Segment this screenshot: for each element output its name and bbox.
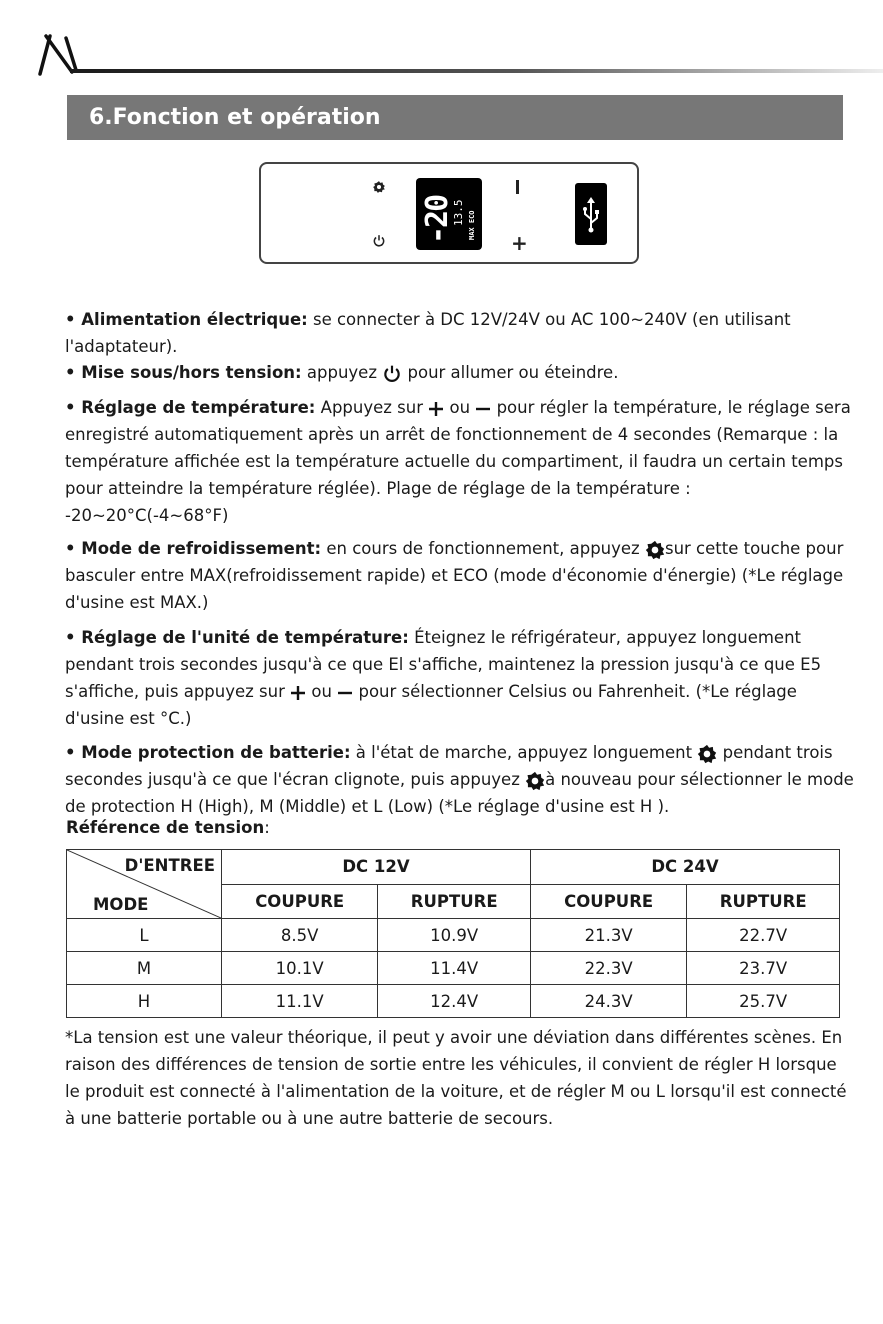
on-off-label: • Mise sous/hors tension xyxy=(65,363,296,382)
power-supply-text: se connecter à DC 12V/24V ou AC 100~240V (en utilisant l'adaptateur). xyxy=(65,310,791,356)
table-row xyxy=(67,985,840,1018)
voltage-table xyxy=(66,849,840,1018)
voltage-reference-title xyxy=(66,818,270,837)
on-off-text: pour allumer ou éteindre. xyxy=(407,363,619,382)
separator: : xyxy=(402,628,409,647)
gear-icon xyxy=(697,744,717,764)
value-cell: 11.1V xyxy=(222,985,378,1018)
value-cell: 24.3V xyxy=(530,985,686,1018)
temp-setting-text: pour régler la température, le réglage sera enregistré automatiquement après un arrêt de fonctionnement de 4 secondes (Remarque : la température affichée est la température actuelle du compartiment, il faudra un certain temps pour atteindre la température réglée). Plage de réglage de la température : -20~20°C(-4~68°F) xyxy=(65,398,851,525)
minus-icon xyxy=(475,401,491,417)
separator: : xyxy=(308,398,316,417)
temp-setting-paragraph xyxy=(65,394,855,529)
unit-setting-paragraph xyxy=(65,624,855,732)
mode-cell: M xyxy=(67,952,222,985)
value-cell: 22.3V xyxy=(530,952,686,985)
value-cell: 12.4V xyxy=(378,985,531,1018)
subheader-cell: COUPURE xyxy=(222,884,378,919)
unit-setting-label: • Réglage de l'unité de température xyxy=(65,628,403,647)
temp-setting-text: Appuyez sur xyxy=(315,398,429,417)
gear-icon xyxy=(525,771,545,791)
usb-icon xyxy=(575,183,607,245)
header-rule xyxy=(70,69,883,73)
section-title: 6.Fonction et opération xyxy=(67,95,843,140)
on-off-paragraph xyxy=(65,359,855,386)
minus-icon xyxy=(337,685,353,701)
separator: : xyxy=(314,539,322,558)
battery-mode-text: à l'état de marche, appuyez longuement xyxy=(350,743,698,762)
gear-icon xyxy=(372,180,386,194)
separator: : xyxy=(301,310,308,329)
gear-icon xyxy=(645,540,665,560)
value-cell: 25.7V xyxy=(687,985,840,1018)
minus-button-mark xyxy=(516,180,519,194)
unit-setting-text: pour sélectionner Celsius ou Fahrenheit. (*Le réglage d'usine est °C.) xyxy=(65,682,797,728)
separator: : xyxy=(295,363,302,382)
separator: : xyxy=(343,743,351,762)
value-cell: 8.5V xyxy=(222,919,378,952)
corner-mode-label: MODE xyxy=(93,895,149,914)
table-row xyxy=(67,919,840,952)
group-header: DC 24V xyxy=(530,850,839,885)
value-cell: 10.9V xyxy=(378,919,531,952)
cooling-mode-label: • Mode de refroidissement xyxy=(65,539,315,558)
on-off-text: appuyez xyxy=(301,363,383,382)
mode-cell: H xyxy=(67,985,222,1018)
power-supply-label: • Alimentation électrique xyxy=(65,310,302,329)
value-cell: 11.4V xyxy=(378,952,531,985)
power-icon xyxy=(372,234,386,248)
lcd-voltage: 13.5 xyxy=(452,199,465,226)
cooling-mode-text: en cours de fonctionnement, appuyez xyxy=(321,539,645,558)
temp-setting-text: ou xyxy=(449,398,476,417)
plus-button-mark: + xyxy=(511,231,528,255)
mode-cell: L xyxy=(67,919,222,952)
battery-mode-text: à nouveau pour sélectionner le mode de protection H (High), M (Middle) et L (Low) (*Le réglage d'usine est H ). xyxy=(65,770,854,816)
unit-setting-text: ou xyxy=(311,682,338,701)
lcd-temperature: -20 xyxy=(420,195,455,244)
battery-mode-paragraph xyxy=(65,739,855,820)
usb-port xyxy=(575,183,607,245)
lcd-display xyxy=(416,178,482,250)
battery-mode-text: pendant trois secondes jusqu'à ce que l'écran clignote, puis appuyez xyxy=(65,743,833,789)
voltage-reference-label: Référence de tension xyxy=(66,818,265,837)
corner-input-label: D'ENTREE xyxy=(124,856,215,875)
value-cell: 21.3V xyxy=(530,919,686,952)
value-cell: 23.7V xyxy=(687,952,840,985)
unit-setting-text: Éteignez le réfrigérateur, appuyez longuement pendant trois secondes jusqu'à ce que El s'affiche, maintenez la pression jusqu'à ce que E5 s'affiche, puis appuyez sur xyxy=(65,628,822,701)
subheader-cell: COUPURE xyxy=(530,884,686,919)
voltage-footnote: *La tension est une valeur théorique, il peut y avoir une déviation dans différentes scènes. En raison des différences de tension de sortie entre les véhicules, il convient de régler H lorsque le produit est connecté à l'alimentation de la voiture, et de régler M ou L lorsqu'il est connecté à une batterie portable ou à une autre batterie de secours. xyxy=(65,1028,847,1128)
separator: : xyxy=(264,818,270,837)
temp-setting-label: • Réglage de température xyxy=(65,398,309,417)
value-cell: 10.1V xyxy=(222,952,378,985)
table-corner-cell xyxy=(67,850,222,919)
group-header: DC 12V xyxy=(222,850,531,885)
value-cell: 22.7V xyxy=(687,919,840,952)
cooling-mode-text: sur cette touche pour basculer entre MAX(refroidissement rapide) et ECO (mode d'économie d'énergie) (*Le réglage d'usine est MAX.) xyxy=(65,539,844,612)
table-row xyxy=(67,952,840,985)
cooling-mode-paragraph xyxy=(65,535,855,616)
plus-icon xyxy=(428,401,444,417)
control-panel xyxy=(259,162,639,264)
power-supply-paragraph xyxy=(65,306,855,360)
table-header-row xyxy=(67,850,840,885)
battery-mode-label: • Mode protection de batterie xyxy=(65,743,344,762)
subheader-cell: RUPTURE xyxy=(687,884,840,919)
lcd-mode: MAX ECO xyxy=(468,210,476,240)
plus-icon xyxy=(290,685,306,701)
power-icon xyxy=(382,364,402,384)
subheader-cell: RUPTURE xyxy=(378,884,531,919)
